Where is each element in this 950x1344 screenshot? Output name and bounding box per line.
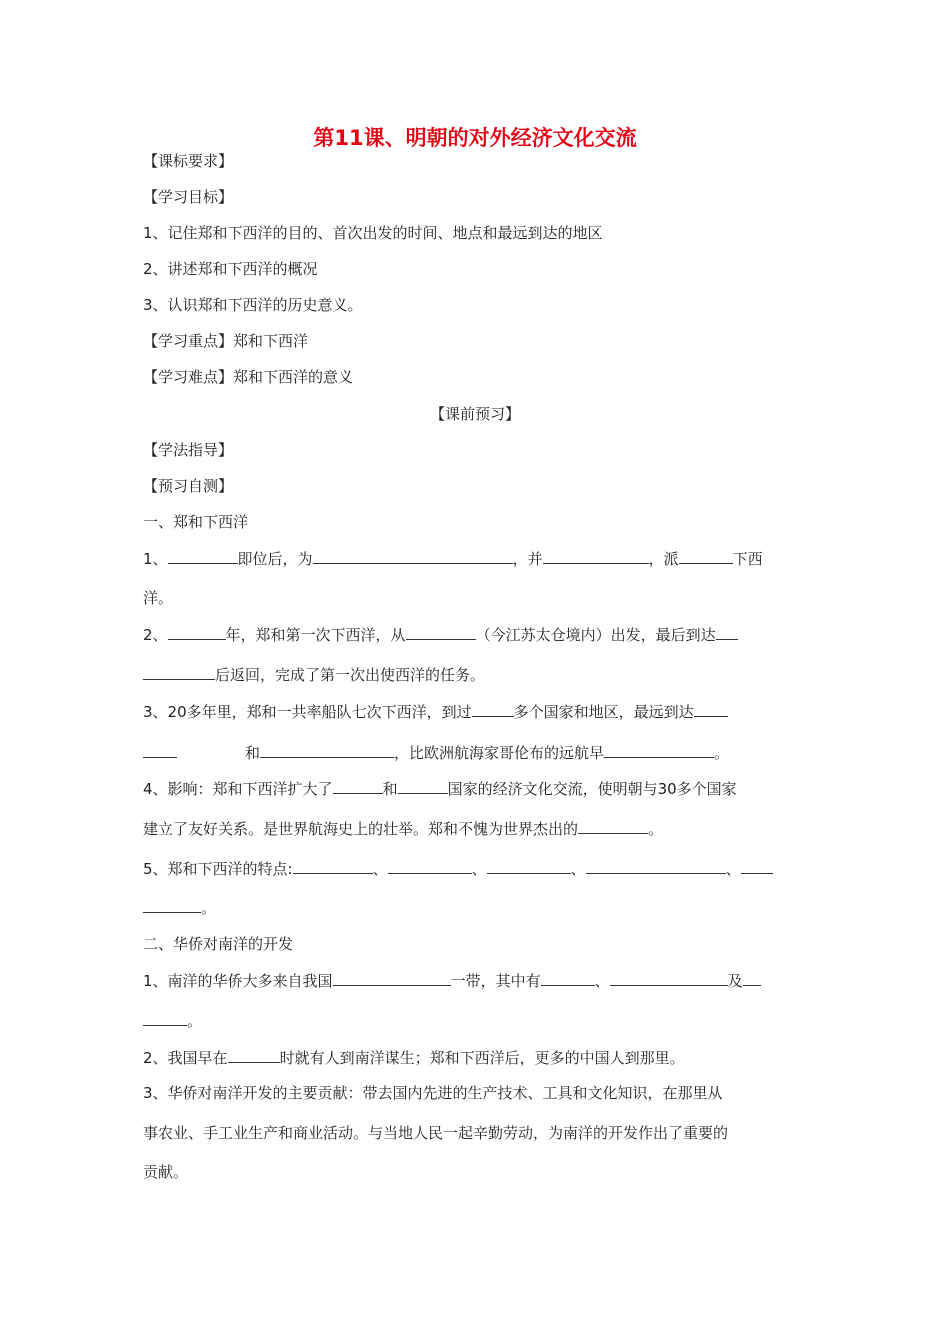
s1-q2-line2 [143, 664, 810, 685]
s1-q1-num: 1、 [143, 550, 168, 568]
difficulty-text: 郑和下西洋的意义 [233, 368, 354, 386]
s1-q2-num: 2、 [143, 626, 168, 644]
fill-blank[interactable] [143, 742, 177, 758]
fill-blank[interactable] [543, 548, 649, 564]
separator: 、 [725, 860, 741, 878]
s1-q4-text-d: 建立了友好关系。是世界航海史上的壮举。郑和不愧为世界杰出的 [143, 820, 579, 838]
s1-q3-text-a: 20多年里，郑和一共率船队七次下西洋，到过 [167, 703, 472, 721]
difficulty-header: 【学习难点】 [143, 368, 234, 386]
difficulty-line [143, 367, 810, 387]
s1-q4-text-c: 国家的经济文化交流，使明朝与30多个国家 [447, 780, 737, 798]
s1-q3-text-d: ，比欧洲航海家哥伦布的远航早 [394, 744, 605, 762]
fill-blank[interactable] [741, 858, 773, 874]
s1-q3-text-c: 和 [245, 744, 261, 762]
s1-q3-text-e: 。 [714, 744, 730, 762]
page-title: 第11课、明朝的对外经济文化交流 [313, 126, 637, 150]
fill-blank[interactable] [228, 1047, 280, 1063]
key-point-line [143, 331, 810, 351]
section2-heading: 二、华侨对南洋的开发 [143, 935, 294, 953]
objectives-header [143, 187, 810, 207]
s1-q3-line1 [143, 701, 810, 722]
s1-q5-end: 。 [201, 899, 217, 917]
fill-blank[interactable] [293, 858, 373, 874]
s1-q3-line2 [143, 742, 810, 763]
s1-q5-text-a: 郑和下西洋的特点: [167, 860, 293, 878]
objective-1: 1、记住郑和下西洋的目的、首次出发的时间、地点和最远到达的地区 [143, 224, 603, 242]
s2-q1-text-a: 南洋的华侨大多来自我国 [167, 972, 333, 990]
fill-blank[interactable] [610, 970, 728, 986]
s2-q2-num: 2、 [143, 1049, 168, 1067]
s1-q2-line1 [143, 624, 810, 645]
self-test-header: 【预习自测】 [143, 477, 234, 495]
s1-q4-text-e: 。 [648, 820, 664, 838]
s1-q4-text-a: 影响：郑和下西洋扩大了 [167, 780, 333, 798]
separator: 、 [471, 860, 487, 878]
s2-q1-text-e: 。 [187, 1012, 203, 1030]
method-header: 【学法指导】 [143, 441, 234, 459]
s1-q5-line2 [143, 897, 810, 918]
fill-blank[interactable] [398, 778, 448, 794]
curriculum-header: 【课标要求】 [143, 152, 234, 170]
s2-q1-num: 1、 [143, 972, 168, 990]
s1-q2-text-b: （今江苏太仓境内）出发，最后到达 [475, 626, 716, 644]
s1-q4-num: 4、 [143, 780, 168, 798]
s1-q1-text-a: 即位后，为 [237, 550, 313, 568]
s2-q3-line3: 贡献。 [143, 1163, 189, 1181]
fill-blank[interactable] [743, 970, 761, 986]
s2-q3-line1: 3、华侨对南洋开发的主要贡献：带去国内先进的生产技术、工具和文化知识，在那里从 [143, 1084, 723, 1102]
fill-blank[interactable] [143, 1010, 187, 1026]
objectives-header-text: 【学习目标】 [143, 188, 234, 206]
key-point-header: 【学习重点】 [143, 332, 234, 350]
fill-blank[interactable] [333, 778, 383, 794]
fill-blank[interactable] [333, 970, 451, 986]
fill-blank[interactable] [313, 548, 513, 564]
s1-q5-num: 5、 [143, 860, 168, 878]
s2-q2-line [143, 1047, 810, 1068]
s1-q1-text-c: ，派 [648, 550, 679, 568]
fill-blank[interactable] [604, 742, 714, 758]
fill-blank[interactable] [472, 701, 514, 717]
s1-q1-text-b: ，并 [512, 550, 543, 568]
fill-blank[interactable] [578, 818, 648, 834]
s2-q2-text-b: 时就有人到南洋谋生；郑和下西洋后，更多的中国人到那里。 [279, 1049, 685, 1067]
s1-q4-text-b: 和 [382, 780, 398, 798]
s1-q1-line1 [143, 548, 810, 569]
s1-q1-line2: 洋。 [143, 589, 174, 607]
s1-q5-line1 [143, 858, 810, 879]
s1-q1-text-d: 下西 [732, 550, 763, 568]
s1-q3-text-b: 多个国家和地区，最远到达 [513, 703, 694, 721]
s2-q1-text-c: 、 [594, 972, 610, 990]
separator: 、 [570, 860, 586, 878]
s2-q1-line2 [143, 1010, 810, 1031]
s1-q2-text-c: 后返回，完成了第一次出使西洋的任务。 [215, 666, 486, 684]
preview-header: 【课前预习】 [429, 405, 520, 423]
fill-blank[interactable] [388, 858, 472, 874]
key-point-text: 郑和下西洋 [233, 332, 309, 350]
fill-blank[interactable] [143, 897, 201, 913]
s2-q1-line1 [143, 970, 810, 991]
separator: 、 [372, 860, 388, 878]
fill-blank[interactable] [716, 624, 738, 640]
s2-q2-text-a: 我国早在 [167, 1049, 228, 1067]
fill-blank[interactable] [260, 742, 394, 758]
fill-blank[interactable] [143, 664, 215, 680]
fill-blank[interactable] [168, 548, 238, 564]
s2-q1-text-b: 一带，其中有 [450, 972, 541, 990]
fill-blank[interactable] [168, 624, 226, 640]
s2-q3-line2: 事农业、手工业生产和商业活动。与当地人民一起辛勤劳动，为南洋的开发作出了重要的 [143, 1124, 729, 1142]
objective-2: 2、讲述郑和下西洋的概况 [143, 260, 318, 278]
fill-blank[interactable] [406, 624, 476, 640]
fill-blank[interactable] [586, 858, 726, 874]
s2-q1-text-d: 及 [727, 972, 743, 990]
s1-q4-line2 [143, 818, 810, 839]
fill-blank[interactable] [679, 548, 733, 564]
section1-heading: 一、郑和下西洋 [143, 513, 249, 531]
s1-q3-num: 3、 [143, 703, 168, 721]
fill-blank[interactable] [487, 858, 571, 874]
fill-blank[interactable] [541, 970, 595, 986]
s1-q4-line1 [143, 778, 810, 799]
fill-blank[interactable] [694, 701, 728, 717]
s1-q2-text-a: 年，郑和第一次下西洋，从 [225, 626, 406, 644]
objective-3: 3、认识郑和下西洋的历史意义。 [143, 296, 363, 314]
